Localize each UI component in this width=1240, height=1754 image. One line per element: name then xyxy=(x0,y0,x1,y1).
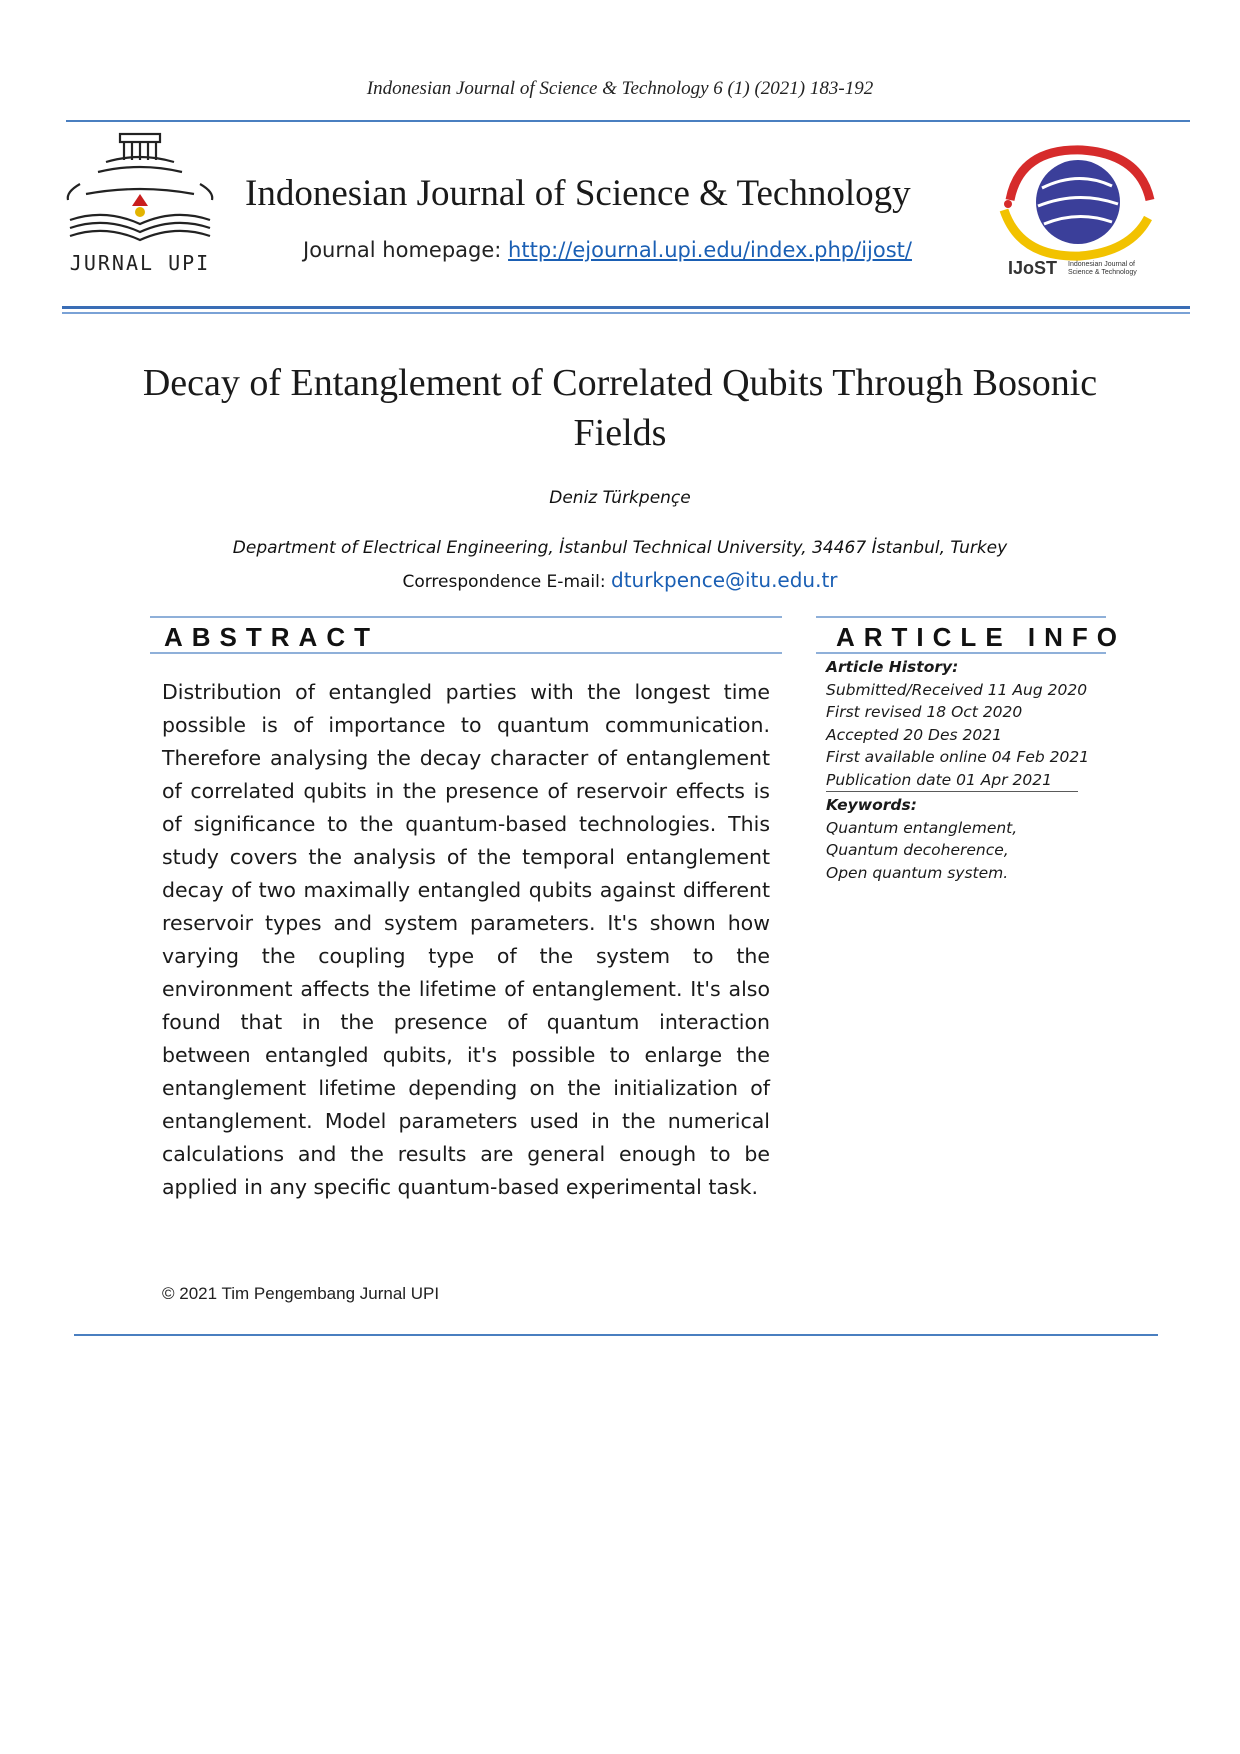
correspondence-email[interactable]: dturkpence@itu.edu.tr xyxy=(611,568,838,592)
copyright: © 2021 Tim Pengembang Jurnal UPI xyxy=(162,1284,440,1303)
homepage-link[interactable]: http://ejournal.upi.edu/index.php/ijost/ xyxy=(508,238,912,262)
article-info-rule-top xyxy=(816,616,1106,618)
history-item: First revised 18 Oct 2020 xyxy=(826,703,1023,721)
abstract-heading: ABSTRACT xyxy=(164,622,379,652)
building-book-icon xyxy=(60,128,220,278)
footer-rule xyxy=(74,1334,1158,1336)
abstract-rule-top xyxy=(150,616,782,618)
keyword-item: Quantum entanglement, xyxy=(826,818,1018,837)
jurnal-upi-logo-text: JURNAL UPI xyxy=(69,251,211,275)
article-info-heading: ARTICLE INFO xyxy=(836,622,1126,652)
abstract-text: Distribution of entangled parties with the longest time possible is of importance to quantum communication. Therefore analysing the decay character of entanglement of correlated qubits in the presence of reservoir effects is of significance to the quantum-based technologies. This study covers the analysis of the temporal entanglement decay of two maximally entangled qubits against different reservoir types and system parameters. It's shown how varying the coupling type of the system to the environment affects the lifetime of entanglement. It's also found that in the presence of quantum interaction between entangled qubits, it's possible to enlarge the entanglement lifetime depending on the initialization of entanglement. Model parameters used in the numerical calculations and the results are general enough to be applied in any specific quantum-based experimental task. xyxy=(162,680,770,1199)
article-info xyxy=(826,656,1091,884)
article-history-heading: Article History: xyxy=(826,658,959,676)
author-affiliation: Department of Electrical Engineering, İstanbul Technical University, 34467 İstanbul, Turkey xyxy=(232,538,1008,558)
ijost-logo-subtext-2: Science & Technology xyxy=(1068,269,1137,276)
ijost-logo-abbr: IJoST xyxy=(1008,258,1058,278)
correspondence-label: Correspondence E-mail: xyxy=(402,572,611,592)
journal-homepage xyxy=(303,238,912,262)
keyword-item: Quantum decoherence, xyxy=(826,841,1009,859)
header-rule xyxy=(66,120,1190,122)
correspondence xyxy=(0,568,1240,592)
banner-rule xyxy=(62,306,1190,314)
ijost-logo xyxy=(990,140,1160,280)
keyword-item: Open quantum system. xyxy=(826,863,1009,882)
history-item: Accepted 20 Des 2021 xyxy=(826,725,1002,744)
keywords-heading: Keywords: xyxy=(826,796,917,814)
history-item: Publication date 01 Apr 2021 xyxy=(826,769,1078,793)
globe-icon xyxy=(990,140,1160,280)
journal-title: Indonesian Journal of Science & Technology xyxy=(245,173,911,214)
jurnal-upi-logo xyxy=(60,128,220,278)
article-info-rule-bottom xyxy=(816,652,1106,654)
author-name: Deniz Türkpençe xyxy=(549,488,691,508)
article-title: Decay of Entanglement of Correlated Qubits Through Bosonic Fields xyxy=(142,362,1098,454)
history-item: First available online 04 Feb 2021 xyxy=(826,748,1090,766)
abstract-rule-bottom xyxy=(150,652,782,654)
homepage-label: Journal homepage: xyxy=(303,238,509,262)
running-header: Indonesian Journal of Science & Technology 6 (1) (2021) 183-192 xyxy=(366,78,874,99)
ijost-logo-subtext-1: Indonesian Journal of xyxy=(1068,261,1135,268)
history-item: Submitted/Received 11 Aug 2020 xyxy=(826,680,1088,699)
